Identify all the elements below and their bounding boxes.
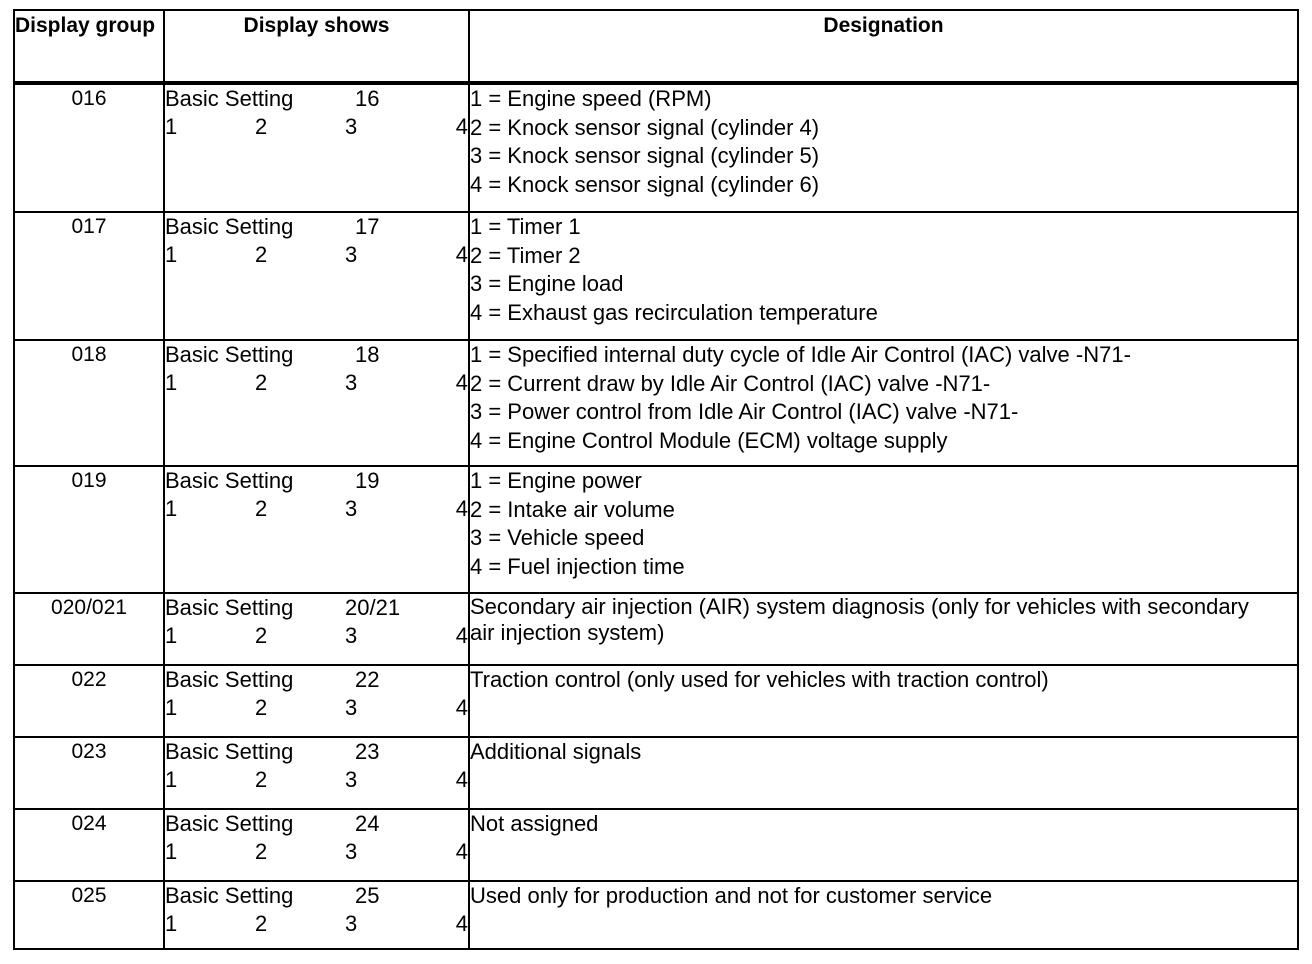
field-number: 4 [455,114,468,139]
designation-line: 4 = Knock sensor signal (cylinder 6) [470,171,820,197]
table-row [14,737,1298,809]
designation-cell [469,665,1298,737]
table-row [14,809,1298,881]
designation-text: Not assigned [470,811,599,836]
field-number: 1 [165,114,178,139]
field-number: 4 [455,496,468,521]
mode-label: Basic Setting [165,214,294,239]
field-number: 4 [455,767,468,792]
field-number: 1 [165,695,178,720]
mode-label: Basic Setting [165,342,294,367]
display-fields [165,910,468,938]
group-number: 16 [355,86,380,111]
field-number: 4 [455,911,468,936]
field-number: 4 [455,242,468,267]
designation-cell [469,737,1298,809]
field-number: 1 [165,911,178,936]
field-number: 1 [165,767,178,792]
field-number: 3 [345,496,358,521]
field-number: 1 [165,496,178,521]
table-row [14,593,1298,665]
group-number: 20/21 [345,595,401,620]
display-shows-cell [164,665,469,737]
display-group-cell: 024 [14,809,164,881]
field-number: 2 [255,114,268,139]
display-shows-cell [164,212,469,340]
field-number: 3 [345,695,358,720]
field-number: 2 [255,496,268,521]
designation-line: 2 = Current draw by Idle Air Control (IAC) valve -N71- [470,370,991,396]
designation-line: 1 = Timer 1 [470,214,581,239]
table-row [14,340,1298,466]
mode-label: Basic Setting [165,86,294,111]
table-row [14,881,1298,949]
display-shows-cell [164,340,469,466]
field-number: 3 [345,242,358,267]
mode-label: Basic Setting [165,883,294,908]
field-number: 3 [345,370,358,395]
display-groups-table [13,9,1299,950]
designation-line: 1 = Engine power [470,468,642,493]
table-body [14,83,1298,949]
designation-cell [469,340,1298,466]
display-fields [165,694,468,722]
designation-line: 1 = Engine speed (RPM) [470,86,712,111]
designation-line: 3 = Engine load [470,271,624,296]
field-number: 3 [345,839,358,864]
field-number: 3 [345,623,358,648]
field-number: 2 [255,623,268,648]
designation-cell [469,593,1298,665]
group-number: 17 [355,214,380,239]
designation-cell [469,809,1298,881]
display-group-cell: 023 [14,737,164,809]
designation-line: 2 = Intake air volume [470,496,675,522]
display-shows-cell [164,466,469,593]
field-number: 4 [455,839,468,864]
designation-line: 4 = Fuel injection time [470,553,685,579]
display-shows-cell [164,737,469,809]
display-fields [165,495,468,523]
field-number: 3 [345,114,358,139]
designation-text: Traction control (only used for vehicles with traction control) [470,667,1049,692]
table-row [14,665,1298,737]
table-row [14,466,1298,593]
designation-line: 1 = Specified internal duty cycle of Idle Air Control (IAC) valve -N71- [470,342,1131,367]
field-number: 1 [165,839,178,864]
display-group-cell: 018 [14,340,164,466]
designation-text: Secondary air injection (AIR) system diagnosis (only for vehicles with secondary air injection system) [470,594,1249,645]
field-number: 2 [255,370,268,395]
display-fields [165,113,468,141]
designation-line: 2 = Timer 2 [470,242,581,268]
display-fields [165,838,468,866]
table-header-row [14,10,1298,83]
designation-line: 2 = Knock sensor signal (cylinder 4) [470,114,820,140]
designation-line: 3 = Power control from Idle Air Control (IAC) valve -N71- [470,399,1019,424]
field-number: 4 [455,623,468,648]
display-fields [165,622,468,650]
designation-text: Used only for production and not for customer service [470,883,993,908]
mode-label: Basic Setting [165,595,294,620]
designation-cell [469,466,1298,593]
designation-cell [469,83,1298,212]
header-display-group: Display group [14,10,164,83]
header-designation: Designation [469,10,1298,83]
mode-label: Basic Setting [165,468,294,493]
field-number: 3 [345,911,358,936]
field-number: 2 [255,695,268,720]
display-fields [165,241,468,269]
field-number: 2 [255,767,268,792]
mode-label: Basic Setting [165,667,294,692]
designation-cell [469,212,1298,340]
display-group-cell: 017 [14,212,164,340]
display-fields [165,369,468,397]
field-number: 3 [345,767,358,792]
designation-line: 3 = Knock sensor signal (cylinder 5) [470,143,820,168]
display-group-cell: 016 [14,83,164,212]
field-number: 2 [255,242,268,267]
group-number: 23 [355,739,380,764]
group-number: 18 [355,342,380,367]
field-number: 2 [255,839,268,864]
group-number: 19 [355,468,380,493]
field-number: 1 [165,623,178,648]
display-shows-cell [164,83,469,212]
field-number: 4 [455,370,468,395]
field-number: 2 [255,911,268,936]
field-number: 4 [455,695,468,720]
group-number: 25 [355,883,380,908]
header-display-shows: Display shows [164,10,469,83]
group-number: 22 [355,667,380,692]
group-number: 24 [355,811,380,836]
mode-label: Basic Setting [165,811,294,836]
display-shows-cell [164,881,469,949]
designation-text: Additional signals [470,739,642,764]
display-fields [165,766,468,794]
field-number: 1 [165,242,178,267]
table-row [14,83,1298,212]
display-shows-cell [164,593,469,665]
designation-line: 4 = Exhaust gas recirculation temperature [470,299,878,325]
field-number: 1 [165,370,178,395]
designation-line: 4 = Engine Control Module (ECM) voltage supply [470,427,948,453]
designation-cell [469,881,1298,949]
display-group-cell: 019 [14,466,164,593]
designation-line: 3 = Vehicle speed [470,525,645,550]
display-group-cell: 020/021 [14,593,164,665]
display-group-cell: 025 [14,881,164,949]
mode-label: Basic Setting [165,739,294,764]
table-row [14,212,1298,340]
display-shows-cell [164,809,469,881]
display-group-cell: 022 [14,665,164,737]
